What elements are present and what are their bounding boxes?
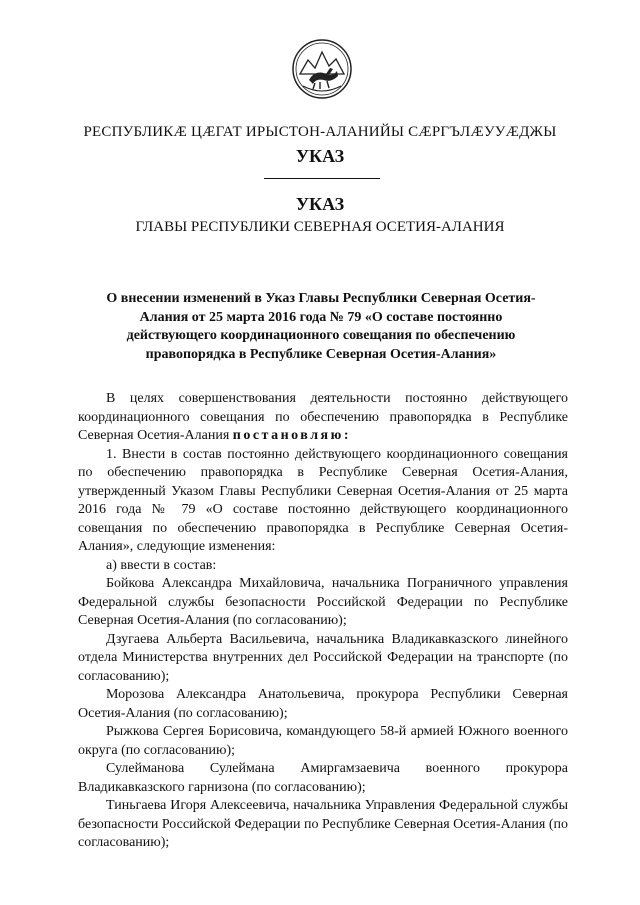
decree-subject	[78, 290, 564, 364]
person-entry: Сулейманова Сулеймана Амиргамзаевича военного прокурора Владикавказского гарнизона (по согласованию);	[78, 761, 568, 795]
person-entry: Морозова Александра Анатольевича, прокурора Республики Северная Осетия-Алания (по согласованию);	[78, 687, 568, 721]
subject-line: действующего координационного совещания по обеспечению	[126, 328, 516, 343]
item-1-paragraph: 1. Внести в состав постоянно действующего координационного совещания по обеспечению правопорядка в Республике Северная Осетия-Алания, утвержденный Указом Главы Республики Северная Осетия-Алания от 25 марта 2016 года № 79 «О составе постоянно действующего координационного совещания по обеспечению правопорядка в Республике Северная Осетия-Алания», следующие изменения:	[78, 446, 568, 554]
intro-paragraph	[78, 390, 568, 446]
decree-word: постановляю:	[232, 428, 351, 443]
person-entry: Дзугаева Альберта Васильевича, начальника Владикавказского линейного отдела Министерства внутренних дел Российской Федерации на транспорте (по согласованию);	[78, 631, 568, 684]
item-a-paragraph: а) ввести в состав:	[106, 557, 217, 573]
coat-of-arms-emblem	[291, 38, 353, 100]
person-entry: Рыжкова Сергея Борисовича, командующего 58-й армией Южного военного округа (по согласованию);	[78, 724, 568, 758]
header-divider	[264, 178, 380, 179]
subject-line: О внесении изменений в Указ Главы Республики Северная Осетия-	[106, 291, 536, 306]
person-entry: Бойкова Александра Михайловича, начальника Пограничного управления Федеральной службы безопасности Российской Федерации по Республике Северная Осетия-Алания (по согласованию);	[78, 576, 568, 628]
person-entry: Тиньгаева Игоря Алексеевича, начальника Управления Федеральной службы безопасности Российской Федерации по Республике Северная Осетия-Алания (по согласованию);	[78, 798, 568, 850]
ossetian-header-title: РЕСПУБЛИКÆ ЦÆГАТ ИРЫСТОН-АЛАНИЙЫ СÆРГЪЛÆУУÆДЖЫ	[83, 124, 557, 140]
intro-text: В целях совершенствования деятельности постоянно действующего координационного совещания по обеспечению правопорядка в Республике Северная Осетия-Алания	[78, 391, 568, 443]
subject-line: Алания от 25 марта 2016 года № 79 «О составе постоянно	[139, 309, 503, 325]
subject-line: правопорядка в Республике Северная Осетия-Алания»	[145, 346, 497, 362]
ukaz-ossetian-heading: УКАЗ	[295, 146, 345, 166]
ukaz-russian-heading: УКАЗ	[295, 194, 345, 214]
head-of-republic-title: ГЛАВЫ РЕСПУБЛИКИ СЕВЕРНАЯ ОСЕТИЯ-АЛАНИЯ	[135, 219, 505, 235]
decree-body	[78, 390, 568, 853]
